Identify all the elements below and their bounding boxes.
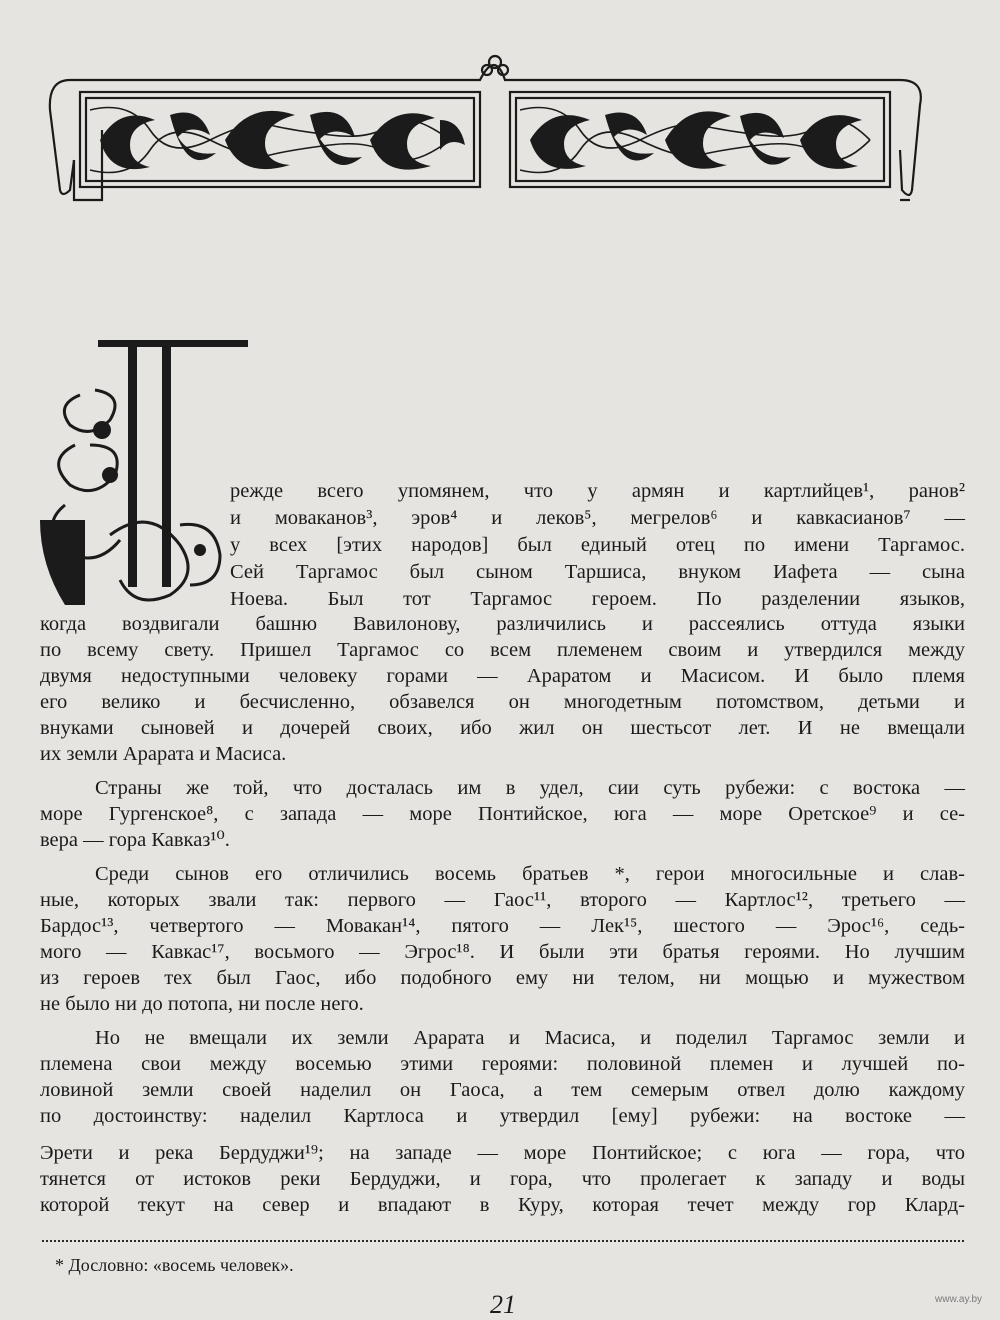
text-line: которой текут на север и впадают в Куру, которая течет между гор Клард-	[40, 1194, 965, 1216]
text-line: двумя недоступными человеку горами — Араратом и Масисом. И было племя	[40, 665, 965, 687]
text-line: Сей Таргамос был сыном Таршиса, внуком Иафета — сына	[230, 561, 965, 583]
drop-cap-letter	[40, 335, 255, 605]
text-line: из героев тех был Гаос, ибо подобного ему ни телом, ни мощью и мужеством	[40, 967, 965, 989]
footnote-divider	[42, 1240, 964, 1242]
text-line: по всему свету. Пришел Таргамос со всем племенем своим и утвердился между	[40, 639, 965, 661]
text-line: внуками сыновей и дочерей своих, ибо жил он шестьсот лет. И не вмещали	[40, 717, 965, 739]
text-line: Ноева. Был тот Таргамос героем. По разделении языков,	[230, 588, 965, 610]
text-line: мого — Кавкас¹⁷, восьмого — Эгрос¹⁸. И были эти братья героями. Но лучшим	[40, 941, 965, 963]
text-line: племена свои между восемью этими героями: половиной племен и лучшей по-	[40, 1053, 965, 1075]
text-line: Эрети и река Бердуджи¹⁹; на западе — море Понтийское; с юга — гора, что	[40, 1142, 965, 1164]
text-line: у всех [этих народов] был единый отец по имени Таргамос.	[230, 534, 965, 556]
page-number: 21	[490, 1290, 516, 1319]
text-line: его велико и бесчисленно, обзавелся он многодетным потомством, детьми и	[40, 691, 965, 713]
text-line: море Гургенское⁸, с запада — море Понтийское, юга — море Оретское⁹ и се-	[40, 803, 965, 825]
footnote: * Дословно: «восемь человек».	[55, 1255, 294, 1275]
text-line: Страны же той, что досталась им в удел, сии суть рубежи: с востока —	[95, 777, 965, 799]
text-line: по достоинству: наделил Картлоса и утвердил [ему] рубежи: на востоке —	[40, 1105, 965, 1127]
watermark: www.ay.by	[935, 1294, 983, 1305]
text-line: ловиной земли своей наделил он Гаоса, а тем семерым отвел долю каждому	[40, 1079, 965, 1101]
text-line: режде всего упомянем, что у армян и картлийцев¹, ранов²	[230, 480, 965, 502]
text-line: не было ни до потопа, ни после него.	[40, 993, 364, 1015]
text-line: Среди сынов его отличились восемь братьев *, герои многосильные и слав-	[95, 863, 965, 885]
text-line: когда воздвигали башню Вавилонову, различились и рассеялись оттуда языки	[40, 613, 965, 635]
text-line: их земли Арарата и Масиса.	[40, 743, 287, 765]
text-line: и моваканов³, эров⁴ и леков⁵, мегрелов⁶ и кавкасианов⁷ —	[230, 507, 965, 529]
text-line: ные, которых звали так: первого — Гаос¹¹, второго — Картлос¹², третьего —	[40, 889, 965, 911]
text-line: Но не вмещали их земли Арарата и Масиса, и поделил Таргамос земли и	[95, 1027, 965, 1049]
text-line: вера — гора Кавказ¹⁰.	[40, 829, 230, 851]
text-line: тянется от истоков реки Бердуджи, и гора, что пролегает к западу и воды	[40, 1168, 965, 1190]
text-line: Бардос¹³, четвертого — Мовакан¹⁴, пятого — Лек¹⁵, шестого — Эрос¹⁶, седь-	[40, 915, 965, 937]
decorative-header-band	[40, 40, 945, 210]
